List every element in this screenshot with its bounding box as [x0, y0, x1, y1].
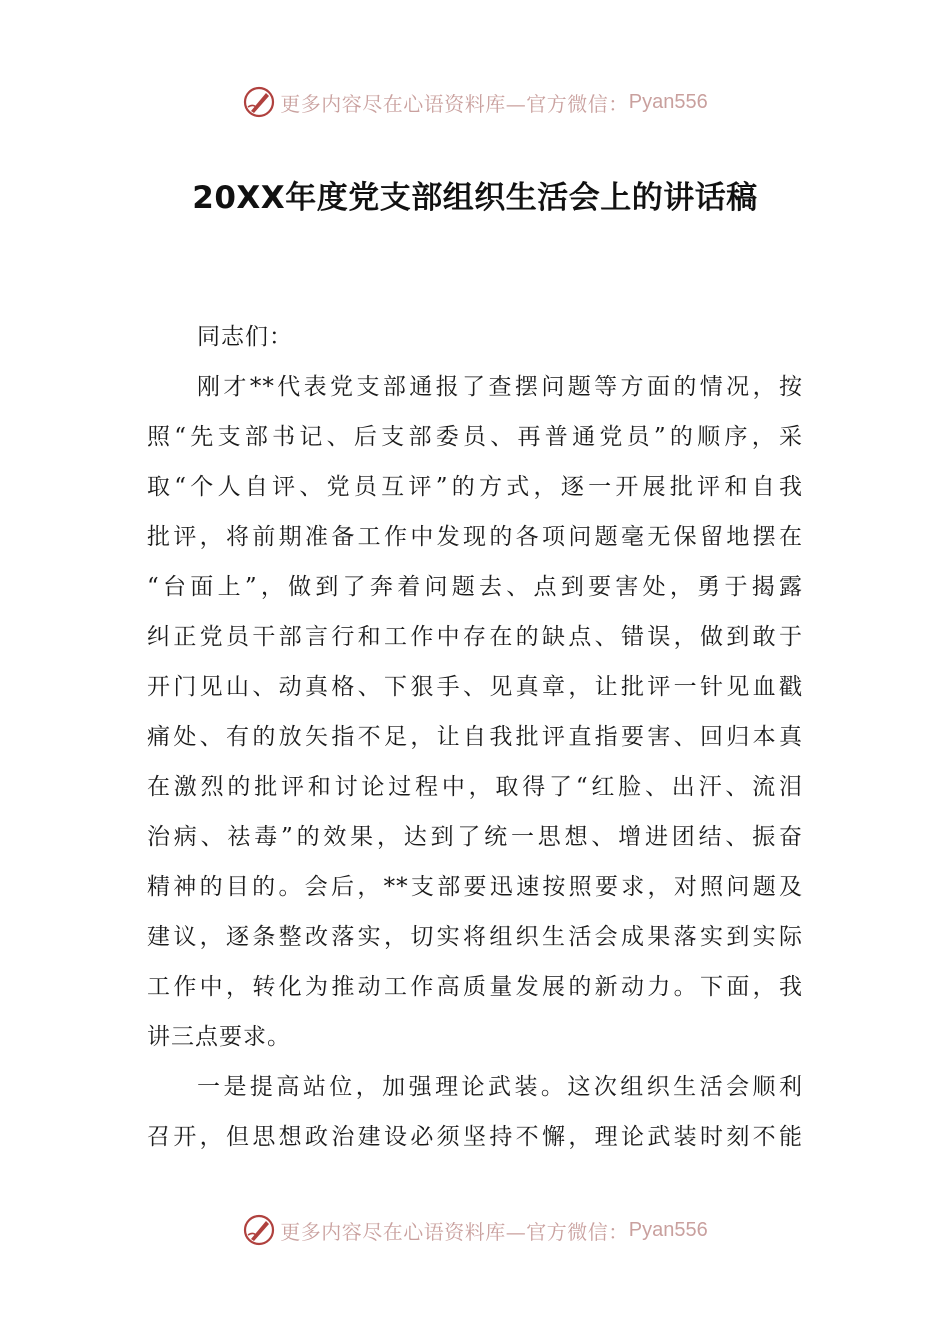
paragraph-line: 建议，逐条整改落实，切实将组织生活会成果落实到实际 [147, 924, 803, 950]
paragraph-line: 纠正党员干部言行和工作中存在的缺点、错误，做到敢于 [147, 624, 803, 650]
document-body [147, 312, 803, 1162]
paragraph-line: 取“个人自评、党员互评”的方式，逐一开展批评和自我 [147, 474, 803, 500]
paragraph-line: 精神的目的。会后，**支部要迅速按照要求，对照问题及 [147, 874, 803, 900]
paragraph-line: 一是提高站位，加强理论武装。这次组织生活会顺利 [197, 1074, 803, 1100]
watermark-wechat-id: Pyan556 [628, 1218, 708, 1241]
quill-pen-logo-icon [242, 85, 276, 119]
paragraph-line: “台面上”，做到了奔着问题去、点到要害处，勇于揭露 [147, 574, 803, 600]
paragraph-line: 召开，但思想政治建设必须坚持不懈，理论武装时刻不能 [147, 1124, 803, 1150]
document-title: 20XX年度党支部组织生活会上的讲话稿 [192, 180, 758, 216]
paragraph-line: 刚才**代表党支部通报了查摆问题等方面的情况，按 [197, 374, 803, 400]
paragraph-line: 在激烈的批评和讨论过程中，取得了“红脸、出汗、流泪 [147, 774, 803, 800]
footer-watermark-banner [0, 1208, 950, 1252]
watermark-text: 更多内容尽在心语资料库—官方微信： [280, 91, 629, 116]
header-watermark-banner [0, 80, 950, 124]
watermark-text: 更多内容尽在心语资料库—官方微信： [280, 1219, 629, 1244]
paragraph-line: 照“先支部书记、后支部委员、再普通党员”的顺序，采 [147, 424, 803, 450]
watermark-wechat-id: Pyan556 [628, 90, 708, 113]
paragraph-line: 讲三点要求。 [147, 1024, 291, 1050]
quill-pen-logo-icon [242, 1213, 276, 1247]
paragraph-line: 工作中，转化为推动工作高质量发展的新动力。下面，我 [147, 974, 803, 1000]
paragraph-line: 治病、祛毒”的效果，达到了统一思想、增进团结、振奋 [147, 824, 803, 850]
paragraph-line: 开门见山、动真格、下狠手、见真章，让批评一针见血戳 [147, 674, 803, 700]
salutation-line: 同志们： [197, 324, 293, 350]
paragraph-line: 批评，将前期准备工作中发现的各项问题毫无保留地摆在 [147, 524, 803, 550]
paragraph-line: 痛处、有的放矢指不足，让自我批评直指要害、回归本真 [147, 724, 803, 750]
